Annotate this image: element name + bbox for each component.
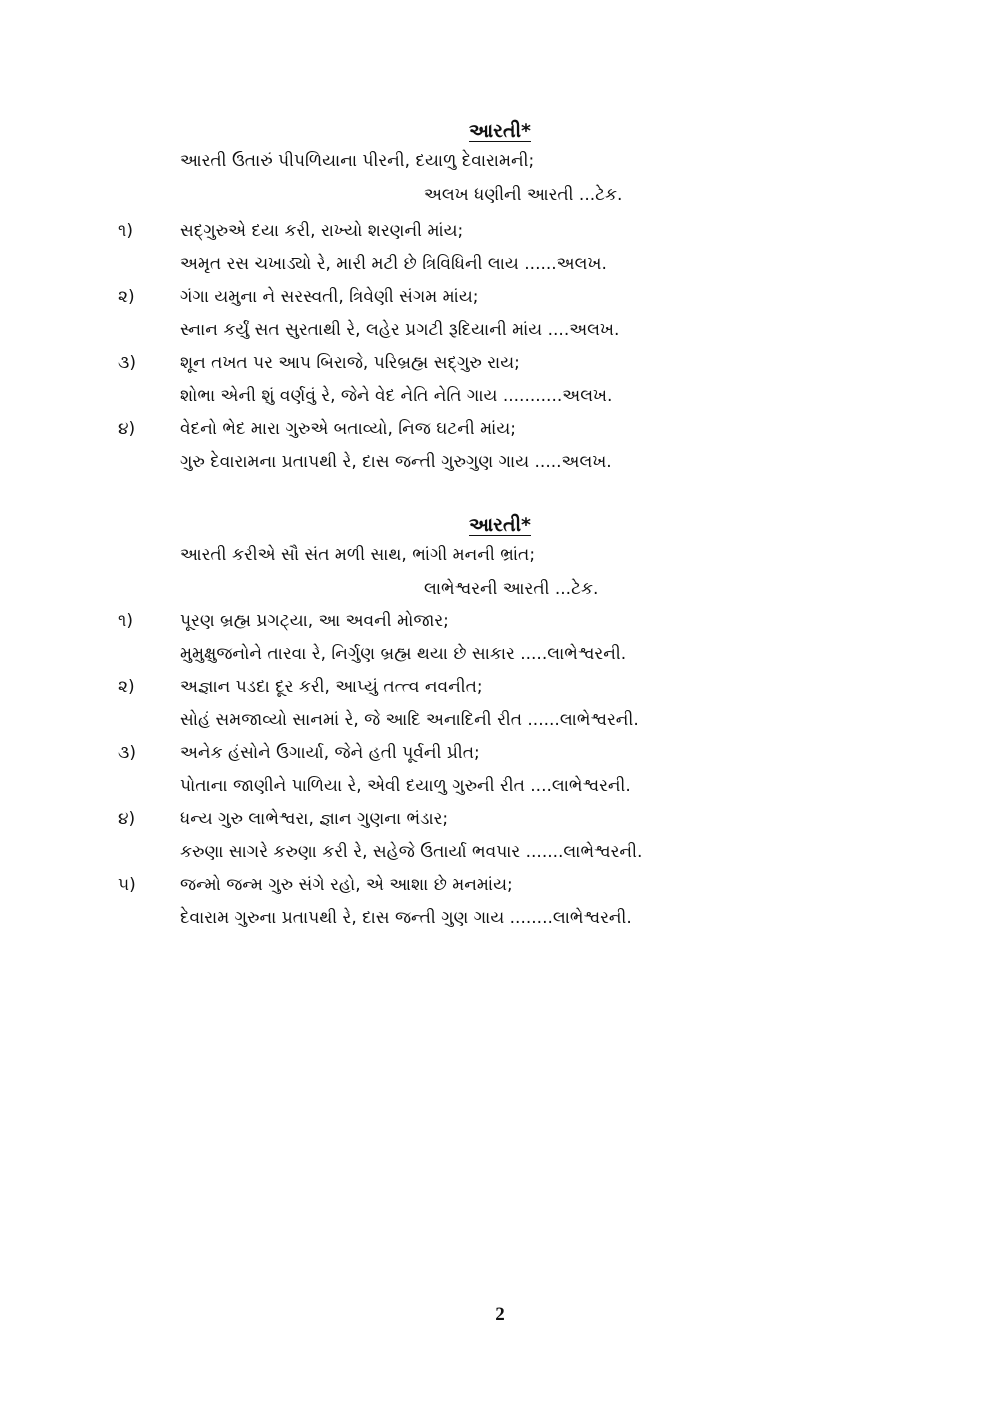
verse-line-2: મુમુક્ષુજનોને તારવા રે, નિર્ગુણ બ્રહ્મ થયા છે સાકાર .....લાભેશ્વરની. xyxy=(180,644,627,664)
verse xyxy=(0,740,1000,806)
verse-number: ૩) xyxy=(118,353,136,373)
verse-line-2: કરુણા સાગરે કરુણા કરી રે, સહેજે ઉતાર્યા ભવપાર .......લાભેશ્વરની. xyxy=(180,842,643,862)
verse-line-2: પોતાના જાણીને પાળિયા રે, એવી દયાળુ ગુરુની રીત ....લાભેશ્વરની. xyxy=(180,776,631,796)
section-title xyxy=(0,116,1000,146)
verse xyxy=(0,608,1000,674)
verse xyxy=(0,872,1000,938)
verse-line-1: સદ્ગુરુએ દયા કરી, રાખ્યો શરણની માંય; xyxy=(180,221,464,241)
verse-line-1: ગંગા યમુના ને સરસ્વતી, ત્રિવેણી સંગમ માંય; xyxy=(180,287,479,307)
verse-number: ૨) xyxy=(118,287,135,307)
verse xyxy=(0,416,1000,482)
verse-line-1: જન્મો જન્મ ગુરુ સંગે રહો, એ આશા છે મનમાંય; xyxy=(180,875,513,895)
verse xyxy=(0,806,1000,872)
verse-line-2: અમૃત રસ ચખાડ્યો રે, મારી મટી છે ત્રિવિધિની લાય ......અલખ. xyxy=(180,254,607,274)
verse-line-1: શૂન તખત પર આપ બિરાજે, પરિબ્રહ્મ સદ્ગુરુ રાય; xyxy=(180,353,520,373)
verse-line-1: ધન્ય ગુરુ લાભેશ્વરા, જ્ઞાન ગુણના ભંડાર; xyxy=(180,809,449,829)
verse-number: ૪) xyxy=(118,809,136,829)
chorus-line-1: આરતી ઉતારું પીપળિયાના પીરની, દયાળુ દેવારામની; xyxy=(180,151,535,171)
section-title-text: આરતી* xyxy=(469,514,531,536)
verse-line-2: ગુરુ દેવારામના પ્રતાપથી રે, દાસ જન્તી ગુરુગુણ ગાય .....અલખ. xyxy=(180,452,612,472)
verse-line-1: અજ્ઞાન પડદા દૂર કરી, આપ્યું તત્ત્વ નવનીત; xyxy=(180,677,483,697)
verse-number: ૧) xyxy=(118,221,133,241)
chorus-line-2: અલખ ધણીની આરતી ...ટેક. xyxy=(424,185,623,205)
verse-line-2: સ્નાન કર્યું સત સુરતાથી રે, લહેર પ્રગટી રૂદિયાની માંય ....અલખ. xyxy=(180,320,620,340)
section-title xyxy=(0,510,1000,540)
verse xyxy=(0,674,1000,740)
verse-number: ૨) xyxy=(118,677,135,697)
verse-line-2: શોભા એની શું વર્ણવું રે, જેને વેદ નેતિ નેતિ ગાય ...........અલખ. xyxy=(180,386,613,406)
verse xyxy=(0,218,1000,284)
verse-number: ૧) xyxy=(118,611,133,631)
verse-number: ૫) xyxy=(118,875,136,895)
verse-line-2: દેવારામ ગુરુના પ્રતાપથી રે, દાસ જન્તી ગુણ ગાય ........લાભેશ્વરની. xyxy=(180,908,632,928)
chorus-line-1: આરતી કરીએ સૌ સંત મળી સાથ, ભાંગી મનની ભ્રાંત; xyxy=(180,545,536,565)
verse-number: ૪) xyxy=(118,419,136,439)
verse-line-2: સોહં સમજાવ્યો સાનમાં રે, જે આદિ અનાદિની રીત ......લાભેશ્વરની. xyxy=(180,710,639,730)
page-number: 2 xyxy=(495,1304,505,1325)
section-title-text: આરતી* xyxy=(469,120,531,142)
verse-line-1: અનેક હંસોને ઉગાર્યા, જેને હતી પૂર્વની પ્રીત; xyxy=(180,743,480,763)
verse-line-1: વેદનો ભેદ મારા ગુરુએ બતાવ્યો, નિજ ઘટની માંય; xyxy=(180,419,516,439)
chorus-line-2: લાભેશ્વરની આરતી ...ટેક. xyxy=(424,579,599,599)
verse xyxy=(0,350,1000,416)
verse-number: ૩) xyxy=(118,743,136,763)
verse-line-1: પૂરણ બ્રહ્મ પ્રગટ્યા, આ અવની મોજાર; xyxy=(180,611,449,631)
verse xyxy=(0,284,1000,350)
